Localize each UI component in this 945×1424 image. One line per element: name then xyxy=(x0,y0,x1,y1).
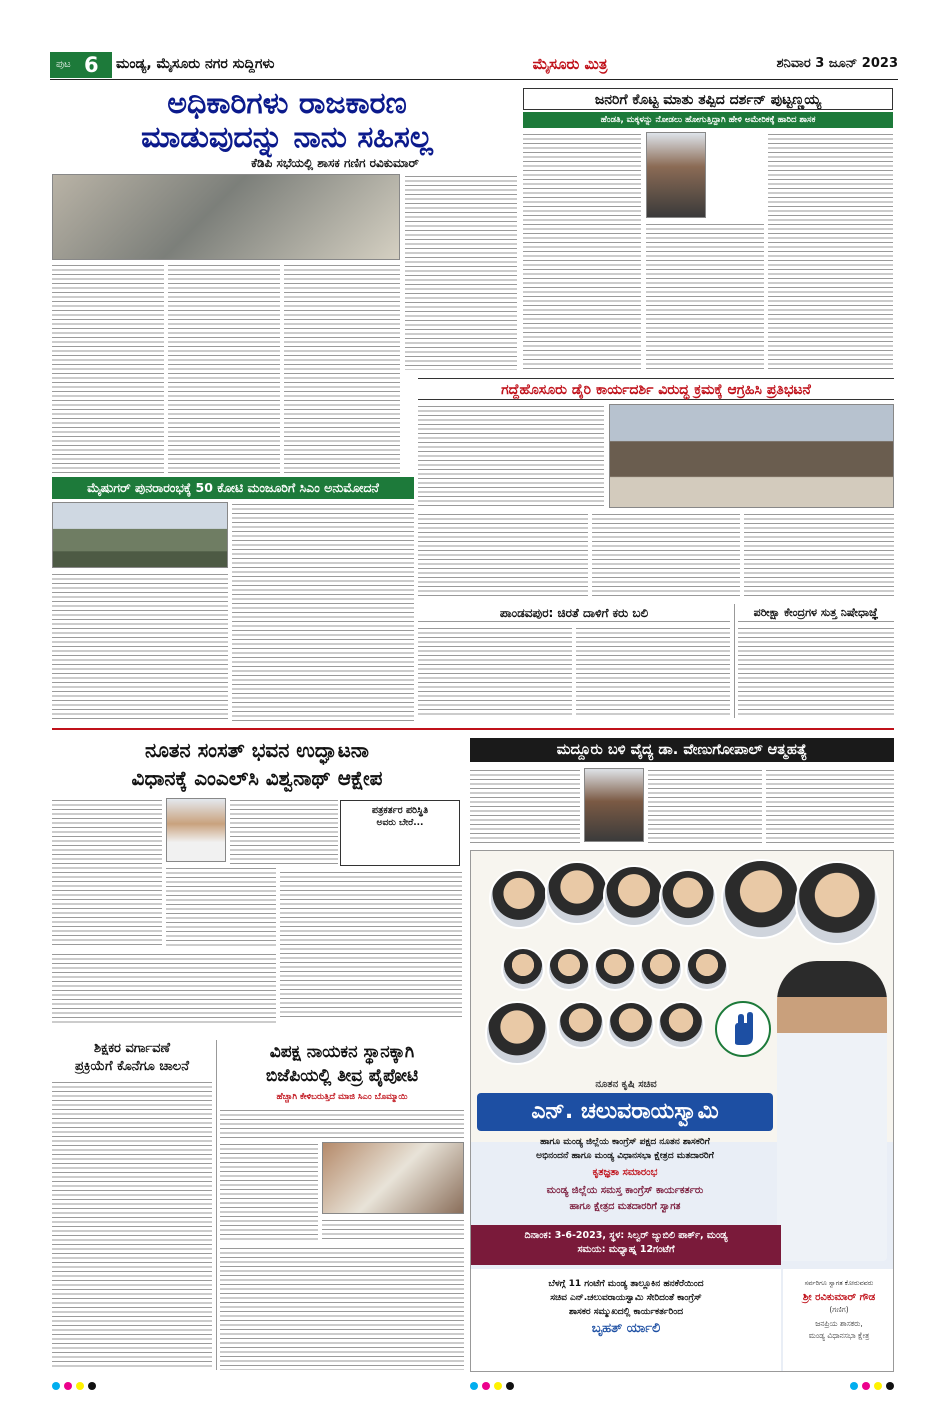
sugar-factory-photo xyxy=(52,502,228,568)
doctor-headline: ಮದ್ದೂರು ಬಳಿ ವೈದ್ಯ ಡಾ. ವೇಣುಗೋಪಾಲ್ ಆತ್ಮಹತ್ಯೆ xyxy=(470,738,894,762)
darshan-photo xyxy=(646,132,706,218)
ad-line2: ಅಭಿನಂದನೆ ಹಾಗೂ ಮಂಡ್ಯ ವಿಧಾನಸಭಾ ಕ್ಷೇತ್ರದ ಮತದಾರರಿಗೆ xyxy=(536,1151,714,1161)
section-title: ಮಂಡ್ಯ, ಮೈಸೂರು ನಗರ ಸುದ್ದಿಗಳು xyxy=(116,56,275,72)
ad-date-venue: ದಿನಾಂಕ: 3-6-2023, ಸ್ಥಳ: ಸಿಲ್ವರ್ ಜ್ಯುಬಿಲಿ ಪಾರ್ಕ್, ಮಂಡ್ಯ xyxy=(524,1230,728,1241)
leader-portrait xyxy=(545,861,609,925)
doctor-body-col3 xyxy=(766,768,894,846)
parliament-body-col3 xyxy=(230,798,338,866)
mla-portrait xyxy=(639,947,683,991)
lead-body-col2 xyxy=(168,263,280,473)
opposition-body-col2 xyxy=(322,1218,464,1242)
pandavapura-body-col1 xyxy=(418,626,572,718)
exam-headline: ಪರೀಕ್ಷಾ ಕೇಂದ್ರಗಳ ಸುತ್ತ ನಿಷೇಧಾಜ್ಞೆ xyxy=(738,604,894,622)
sidebox-subtitle: ಅವರು ಬೇರೆ... xyxy=(376,818,424,828)
ad-host-role2: ಮಂಡ್ಯ ವಿಧಾನಸಭಾ ಕ್ಷೇತ್ರ xyxy=(808,1331,870,1340)
doctor-photo xyxy=(584,768,644,842)
ad-line4: ಮಂಡ್ಯ ಜಿಲ್ಲೆಯ ಸಮಸ್ತ ಕಾಂಗ್ರೆಸ್ ಕಾರ್ಯಕರ್ತರು xyxy=(546,1185,704,1196)
leader-portrait xyxy=(603,865,665,927)
bommai-photo xyxy=(322,1142,464,1214)
mid-page-rule xyxy=(52,728,894,730)
page-number: 6 xyxy=(84,53,99,77)
teacher-body xyxy=(52,1080,212,1370)
page-label: ಪುಟ xyxy=(56,59,71,70)
sidebox-title: ಪತ್ರಕರ್ತರ ಪರಿಸ್ಥಿತಿ xyxy=(371,805,429,816)
pandavapura-body-col2 xyxy=(576,626,730,718)
parliament-headline-line2: ವಿಧಾನಕ್ಕೆ ಎಂಎಲ್‌ಸಿ ವಿಶ್ವನಾಥ್ ಆಕ್ಷೇಪ xyxy=(131,766,383,790)
ad-line3: ಕೃತಜ್ಞತಾ ಸಮಾರಂಭ xyxy=(592,1167,658,1178)
opposition-body-top xyxy=(220,1108,464,1138)
mla-portrait xyxy=(501,947,545,991)
ad-minister-name: ಎನ್. ಚಲುವರಾಯಸ್ವಾಮಿ xyxy=(477,1093,773,1131)
journalist-sidebox xyxy=(340,800,460,866)
mla-portrait xyxy=(607,1001,655,1049)
lead-headline-line2: ಮಾಡುವುದನ್ನು ನಾನು ಸಹಿಸಲ್ಲ xyxy=(141,120,433,155)
column-divider xyxy=(734,604,735,718)
doctor-body-col2 xyxy=(648,768,762,846)
doctor-body-col1 xyxy=(470,768,580,846)
header-rule xyxy=(50,79,898,80)
leader-portrait xyxy=(659,869,717,927)
dairy-body-col1 xyxy=(418,404,604,508)
teacher-headline-line1: ಶಿಕ್ಷಕರ ವರ್ಗಾವಣೆ xyxy=(94,1041,170,1056)
ad-line1: ಹಾಗೂ ಮಂಡ್ಯ ಜಿಲ್ಲೆಯ ಕಾಂಗ್ರೆಸ್ ಪಕ್ಷದ ನೂತನ ಶಾಸಕರಿಗೆ xyxy=(540,1137,710,1147)
darshan-body-col1 xyxy=(523,132,641,372)
parliament-body-col2 xyxy=(166,866,276,948)
darshan-body-col2 xyxy=(646,222,764,372)
masthead: ಮೈಸೂರು ಮಿತ್ರ xyxy=(532,55,608,73)
leader-portrait xyxy=(721,859,801,939)
ad-rally-box xyxy=(471,1269,781,1372)
ad-rally-line3: ಶಾಸಕರ ಸಮ್ಮುಖದಲ್ಲಿ ಕಾರ್ಯಕರ್ತರಿಂದ xyxy=(568,1307,684,1317)
sugar-body-col1 xyxy=(52,572,228,722)
teacher-headline-line2: ಪ್ರಕ್ರಿಯೆಗೆ ಕೊನೆಗೂ ಚಾಲನೆ xyxy=(75,1059,189,1074)
ad-host-name: ಶ್ರೀ ರವಿಕುಮಾರ್ ಗೌಡ xyxy=(802,1292,876,1303)
dairy-body-col3 xyxy=(592,512,740,598)
ad-line5: ಹಾಗೂ ಕ್ಷೇತ್ರದ ಮತದಾರರಿಗೆ ಸ್ವಾಗತ xyxy=(569,1201,681,1212)
mla-portrait xyxy=(593,947,637,991)
column-divider xyxy=(216,1040,217,1370)
dairy-body-col2 xyxy=(418,512,588,598)
host-standing-photo xyxy=(777,961,887,1261)
opposition-body-col1 xyxy=(220,1142,318,1242)
ad-rally-line2: ಸಚಿವ ಎನ್.ಚಲುವರಾಯಸ್ವಾಮಿ ಸೇರಿದಂತೆ ಕಾಂಗ್ರೆಸ್ xyxy=(550,1293,702,1303)
issue-date: ಶನಿವಾರ 3 ಜೂನ್ 2023 xyxy=(776,56,898,71)
dairy-protest-photo xyxy=(609,404,894,508)
hand-icon xyxy=(717,1003,769,1055)
sugar-headline: ಮೈಷುಗರ್ ಪುನರಾರಂಭಕ್ಕೆ 50 ಕೋಟಿ ಮಂಜೂರಿಗೆ ಸಿಎಂ ಅನುಮೋದನೆ xyxy=(52,477,414,499)
ad-role: ನೂತನ ಕೃಷಿ ಸಚಿವ xyxy=(595,1079,657,1090)
ad-host-role1: ಜನಪ್ರಿಯ ಶಾಸಕರು, xyxy=(815,1319,863,1328)
ad-host-box xyxy=(783,1269,894,1372)
opposition-subhead: ಹೆಚ್ಚಾಗಿ ಕೇಳಿಬರುತ್ತಿದೆ ಮಾಜಿ ಸಿಎಂ ಬೊಮ್ಮಾಯಿ xyxy=(276,1092,408,1102)
dairy-headline: ಗದ್ದೆಹೊಸೂರು ಡೈರಿ ಕಾರ್ಯದರ್ಶಿ ವಿರುದ್ಧ ಕ್ರಮಕ್ಕೆ ಆಗ್ರಹಿಸಿ ಪ್ರತಿಭಟನೆ xyxy=(418,378,894,400)
lead-headline-line1: ಅಧಿಕಾರಿಗಳು ರಾಜಕಾರಣ xyxy=(167,86,407,121)
page-header xyxy=(50,52,898,80)
mla-portrait xyxy=(547,947,591,991)
ad-rally-line1: ಬೆಳಗ್ಗೆ 11 ಗಂಟೆಗೆ ಮಂಡ್ಯ ತಾಲ್ಲೂಕಿನ ಹನಕೆರೆಯಿಂದ xyxy=(548,1279,704,1289)
congress-hand-logo xyxy=(715,1001,771,1057)
sugar-body-col2 xyxy=(232,502,414,722)
kdp-meeting-photo xyxy=(52,174,400,260)
congress-advert xyxy=(470,850,894,1372)
vishwanath-photo xyxy=(166,798,226,862)
opposition-headline-line1: ವಿಪಕ್ಷ ನಾಯಕನ ಸ್ಥಾನಕ್ಕಾಗಿ xyxy=(269,1042,415,1062)
mla-portrait xyxy=(557,1001,605,1049)
parliament-body-col5 xyxy=(52,952,276,1024)
opposition-body-bottom xyxy=(220,1246,464,1370)
darshan-headline: ಜನರಿಗೆ ಕೊಟ್ಟ ಮಾತು ತಪ್ಪಿದ ದರ್ಶನ್ ಪುಟ್ಟಣ್ಣಯ್ಯ xyxy=(523,88,893,110)
dairy-body-col4 xyxy=(744,512,894,598)
mla-portrait xyxy=(685,947,729,991)
pandavapura-headline: ಪಾಂಡವಪುರ: ಚಿರತೆ ದಾಳಿಗೆ ಕರು ಬಲಿ xyxy=(418,604,730,622)
ad-rally-line4: ಬೃಹತ್ ರ್ಯಾಲಿ xyxy=(591,1321,661,1336)
lead-body-col1 xyxy=(52,263,164,473)
mla-portrait xyxy=(657,1001,705,1049)
lead-body-col3 xyxy=(284,263,400,473)
ad-time: ಸಮಯ: ಮಧ್ಯಾಹ್ನ 12ಗಂಟೆಗೆ xyxy=(577,1244,675,1255)
lead-body-col4 xyxy=(405,174,517,370)
leader-portrait xyxy=(489,869,549,929)
exam-body xyxy=(738,626,894,718)
darshan-body-col3 xyxy=(768,132,893,372)
page-number-tab xyxy=(50,52,112,78)
ad-date-band xyxy=(471,1225,781,1265)
print-color-marks xyxy=(52,1380,894,1392)
ad-host-label: ಸರ್ವರಿಗೂ ಸ್ವಾಗತ ಕೋರುವವರು xyxy=(804,1279,874,1287)
parliament-body-col4 xyxy=(280,870,462,1020)
parliament-headline-line1: ನೂತನ ಸಂಸತ್ ಭವನ ಉದ್ಘಾಟನಾ xyxy=(145,738,369,762)
parliament-body-col1 xyxy=(52,798,162,948)
ad-host-alias: (ಗಣಿಗ) xyxy=(829,1305,849,1314)
opposition-headline-line2: ಬಿಜೆಪಿಯಲ್ಲಿ ತೀವ್ರ ಪೈಪೋಟಿ xyxy=(265,1066,419,1086)
lead-subhead: ಕೆಡಿಪಿ ಸಭೆಯಲ್ಲಿ ಶಾಸಕ ಗಣಿಗ ರವಿಕುಮಾರ್ xyxy=(251,156,419,170)
minister-portrait xyxy=(485,1001,549,1065)
darshan-subhead: ಹೆಂಡತಿ, ಮಕ್ಕಳನ್ನು ನೋಡಲು ಹೋಗುತ್ತಿದ್ದಾಗಿ ಹೇಳಿ ಅಮೇರಿಕಕ್ಕೆ ಹಾರಿದ ಶಾಸಕ xyxy=(523,112,893,128)
leader-portrait xyxy=(795,861,879,945)
